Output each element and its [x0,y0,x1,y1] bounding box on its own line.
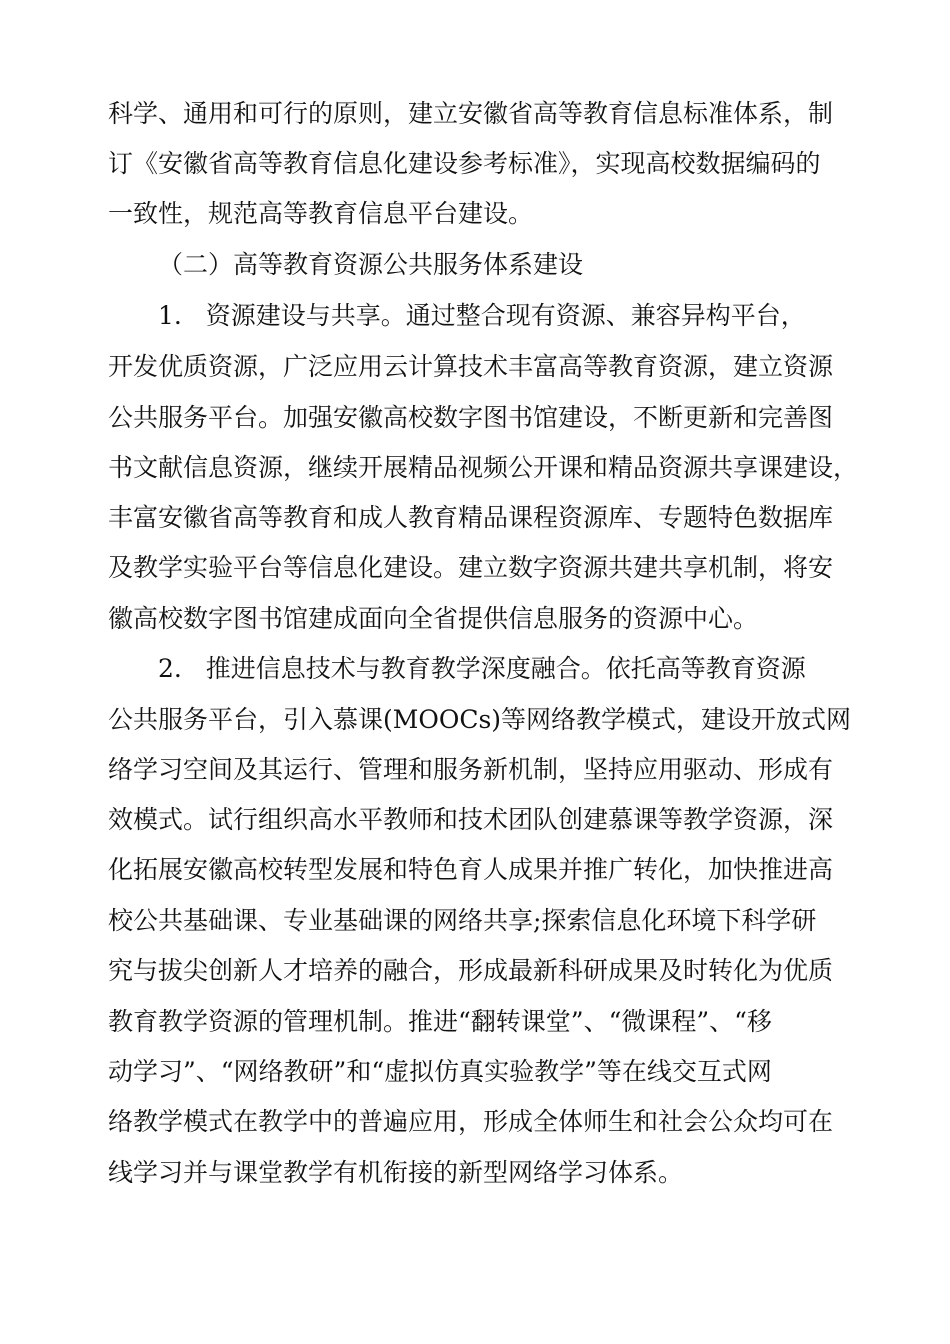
paragraph-line: 教育教学资源的管理机制。推进“翻转课堂”、“微课程”、“移 [108,1007,772,1036]
paragraph-line: 2. 推进信息技术与教育教学深度融合。依托高等教育资源 [158,654,806,683]
paragraph-line: 效模式。试行组织高水平教师和技术团队创建慕课等教学资源，深 [108,805,834,834]
paragraph-line: 公共服务平台，引入慕课(MOOCs)等网络教学模式，建设开放式网 [108,705,852,734]
paragraph-line: 及教学实验平台等信息化建设。建立数字资源共建共享机制，将安 [108,553,834,582]
paragraph-line: 开发优质资源，广泛应用云计算技术丰富高等教育资源，建立资源 [108,352,834,381]
paragraph-line: 线学习并与课堂教学有机衔接的新型网络学习体系。 [108,1158,684,1187]
paragraph-line: 络教学模式在教学中的普遍应用，形成全体师生和社会公众均可在 [108,1107,834,1136]
paragraph-line: 科学、通用和可行的原则，建立安徽省高等教育信息标准体系，制 [108,99,834,128]
paragraph-line: 丰富安徽省高等教育和成人教育精品课程资源库、专题特色数据库 [108,503,834,532]
paragraph-line: 究与拔尖创新人才培养的融合，形成最新科研成果及时转化为优质 [108,956,834,985]
paragraph-line: 化拓展安徽高校转型发展和特色育人成果并推广转化，加快推进高 [108,855,834,884]
paragraph-line: 订《安徽省高等教育信息化建设参考标准》，实现高校数据编码的 [108,149,821,178]
paragraph-line: 一致性，规范高等教育信息平台建设。 [108,199,534,228]
paragraph-line: 动学习”、“网络教研”和“虚拟仿真实验教学”等在线交互式网 [108,1057,772,1086]
section-heading: （二）高等教育资源公共服务体系建设 [158,250,584,279]
paragraph-line: 徽高校数字图书馆建成面向全省提供信息服务的资源中心。 [108,604,759,633]
paragraph-line: 1. 资源建设与共享。通过整合现有资源、兼容异构平台， [158,301,806,330]
paragraph-line: 校公共基础课、专业基础课的网络共享;探索信息化环境下科学研 [108,906,817,935]
paragraph-line: 书文献信息资源，继续开展精品视频公开课和精品资源共享课建设， [108,453,859,482]
paragraph-line: 公共服务平台。加强安徽高校数字图书馆建设，不断更新和完善图 [108,403,834,432]
paragraph-line: 络学习空间及其运行、管理和服务新机制，坚持应用驱动、形成有 [108,755,834,784]
